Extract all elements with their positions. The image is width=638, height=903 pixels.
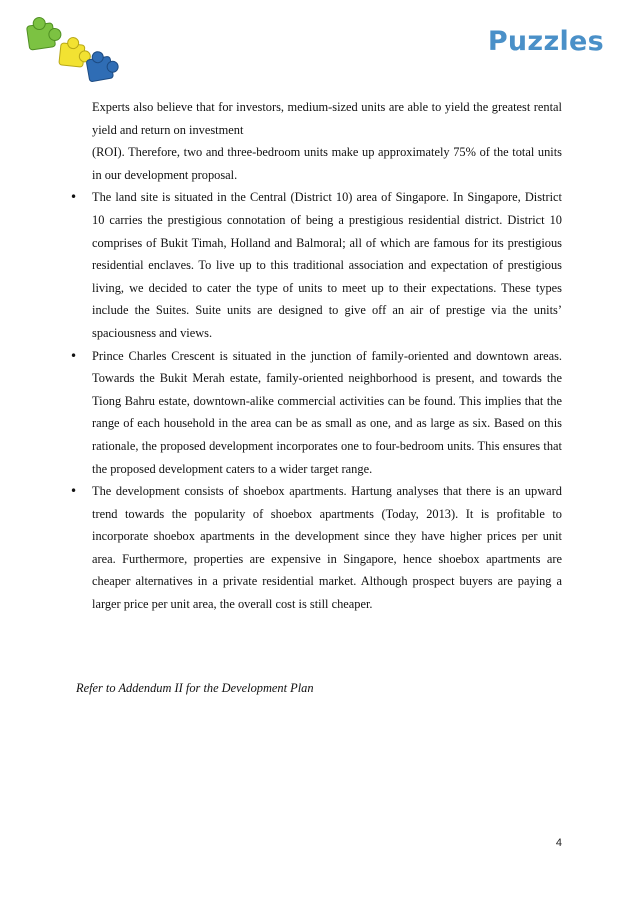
bullet-item-prince-charles: • Prince Charles Crescent is situated in the junction of family-oriented and downtown areas. Towards the Bukit Merah estate, family-oriented neighborhood is present, and towards the Tiong Bahru estate, downtown-alike commercial activities can be found. This implies that the range of each household in the area can be as small as one, and as large as six. Based on this rationale, the proposed development incorporates one to four-bedroom units. This ensures that the proposed development caters to a wider target range. <box>92 345 562 481</box>
bullet-item-shoebox: • The development consists of shoebox apartments. Hartung analyses that there is an upward trend towards the popularity of shoebox apartments (Today, 2013). It is profitable to incorporate shoebox apartments in the development since they have higher prices per unit area. Furthermore, properties are expensive in Singapore, hence shoebox apartments are cheaper alternatives in a private residential market. Although prospect buyers are paying a larger price per unit area, the overall cost is still cheaper. <box>92 480 562 616</box>
brand-title: Puzzles <box>487 26 604 57</box>
bullet-list <box>92 186 562 615</box>
intro-paragraph-1: Experts also believe that for investors, medium-sized units are able to yield the greatest rental yield and return on investment <box>92 100 562 137</box>
bullet-item-district: • The land site is situated in the Central (District 10) area of Singapore. In Singapore, District 10 carries the prestigious connotation of being a prestigious residential district. District 10 comprises of Bukit Timah, Holland and Balmoral; all of which are famous for its prestigious residential enclaves. To live up to this traditional association and expectation of prestigious living, we decided to cater the type of units to meet up to their expectations. These types include the Suites. Suite units are designed to give off an air of prestige via the units’ spaciousness and views. <box>92 186 562 344</box>
refer-note: Refer to Addendum II for the Development Plan <box>76 681 314 695</box>
intro-paragraph-2: (ROI). Therefore, two and three-bedroom units make up approximately 75% of the total units in our development proposal. <box>92 145 562 182</box>
puzzle-pieces-icon <box>22 14 122 86</box>
page-number: 4 <box>555 837 562 849</box>
body-text <box>92 96 562 616</box>
